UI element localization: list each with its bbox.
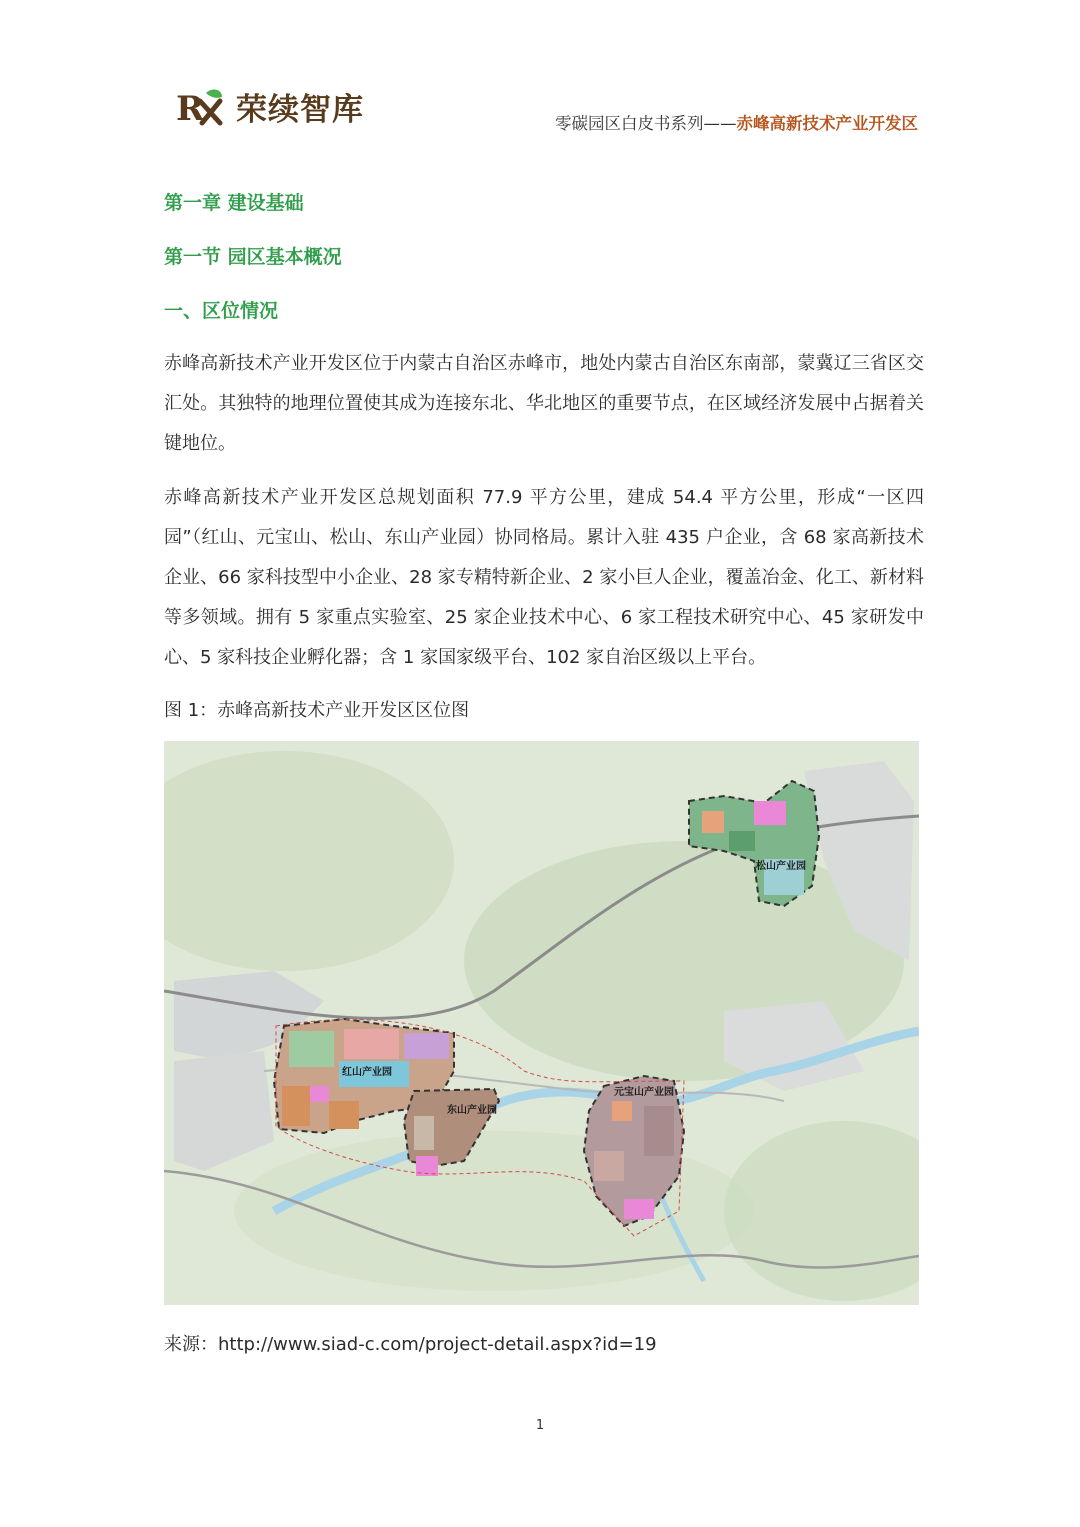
- logo: [176, 84, 364, 129]
- hongshan-park-label: 红山产业园: [342, 1067, 392, 1078]
- yuanbaoshan-zone: [594, 1151, 624, 1181]
- header-series-title: [555, 110, 918, 134]
- subsection-title: 一、区位情况: [164, 300, 279, 322]
- yuanbaoshan-zone: [644, 1106, 674, 1156]
- hongshan-zone: [344, 1029, 399, 1059]
- songshan-zone: [702, 811, 724, 833]
- logo-mark-icon: [176, 87, 226, 127]
- dongshan-zone: [414, 1116, 434, 1150]
- page-number: 1: [535, 1418, 545, 1433]
- dongshan-park-label: 东山产业园: [447, 1105, 497, 1116]
- location-map-figure: [164, 741, 919, 1305]
- svg-text:R: R: [176, 88, 205, 127]
- section-title: 第一节 园区基本概况: [164, 246, 342, 268]
- logo-text: 荣续智库: [236, 92, 364, 128]
- songshan-park-label: 松山产业园: [756, 861, 806, 872]
- paragraph-location: 赤峰高新技术产业开发区位于内蒙古自治区赤峰市，地处内蒙古自治区东南部，蒙冀辽三省区交汇处。其独特的地理位置使其成为连接东北、华北地区的重要节点，在区域经济发展中占据着关键地位。: [164, 353, 924, 454]
- hongshan-zone: [309, 1086, 329, 1102]
- paragraph-overview: 赤峰高新技术产业开发区总规划面积 77.9 平方公里，建成 54.4 平方公里，形成“一区四园”（红山、元宝山、松山、东山产业园）协同格局。累计入驻 435 户企业，含 68 家高新技术企业、66 家科技型中小企业、28 家专精特新企业、2 家小巨人企业，覆盖冶金、化工、新材料等多领域。拥有 5 家重点实验室、25 家企业技术中心、6 家工程技术研究中心、45 家研发中心、5 家科技企业孵化器；含 1 家国家级平台、102 家自治区级以上平台。: [164, 487, 924, 668]
- figure-source: 来源：http://www.siad-c.com/project-detail.aspx?id=19: [164, 1334, 657, 1355]
- hongshan-zone: [282, 1086, 310, 1126]
- songshan-zone: [754, 801, 786, 825]
- songshan-zone: [729, 831, 755, 851]
- series-highlight: 赤峰高新技术产业开发区: [736, 114, 918, 133]
- hongshan-zone: [329, 1101, 359, 1129]
- yuanbaoshan-zone: [624, 1199, 654, 1219]
- yuanbaoshan-zone: [612, 1101, 632, 1121]
- hongshan-zone: [404, 1033, 449, 1059]
- series-prefix: 零碳园区白皮书系列——: [555, 114, 737, 133]
- figure-caption: 图 1：赤峰高新技术产业开发区区位图: [164, 700, 470, 721]
- chapter-title: 第一章 建设基础: [164, 192, 304, 214]
- yuanbaoshan-park-label: 元宝山产业园: [614, 1087, 674, 1098]
- hongshan-zone: [289, 1031, 334, 1067]
- location-map: [164, 741, 919, 1305]
